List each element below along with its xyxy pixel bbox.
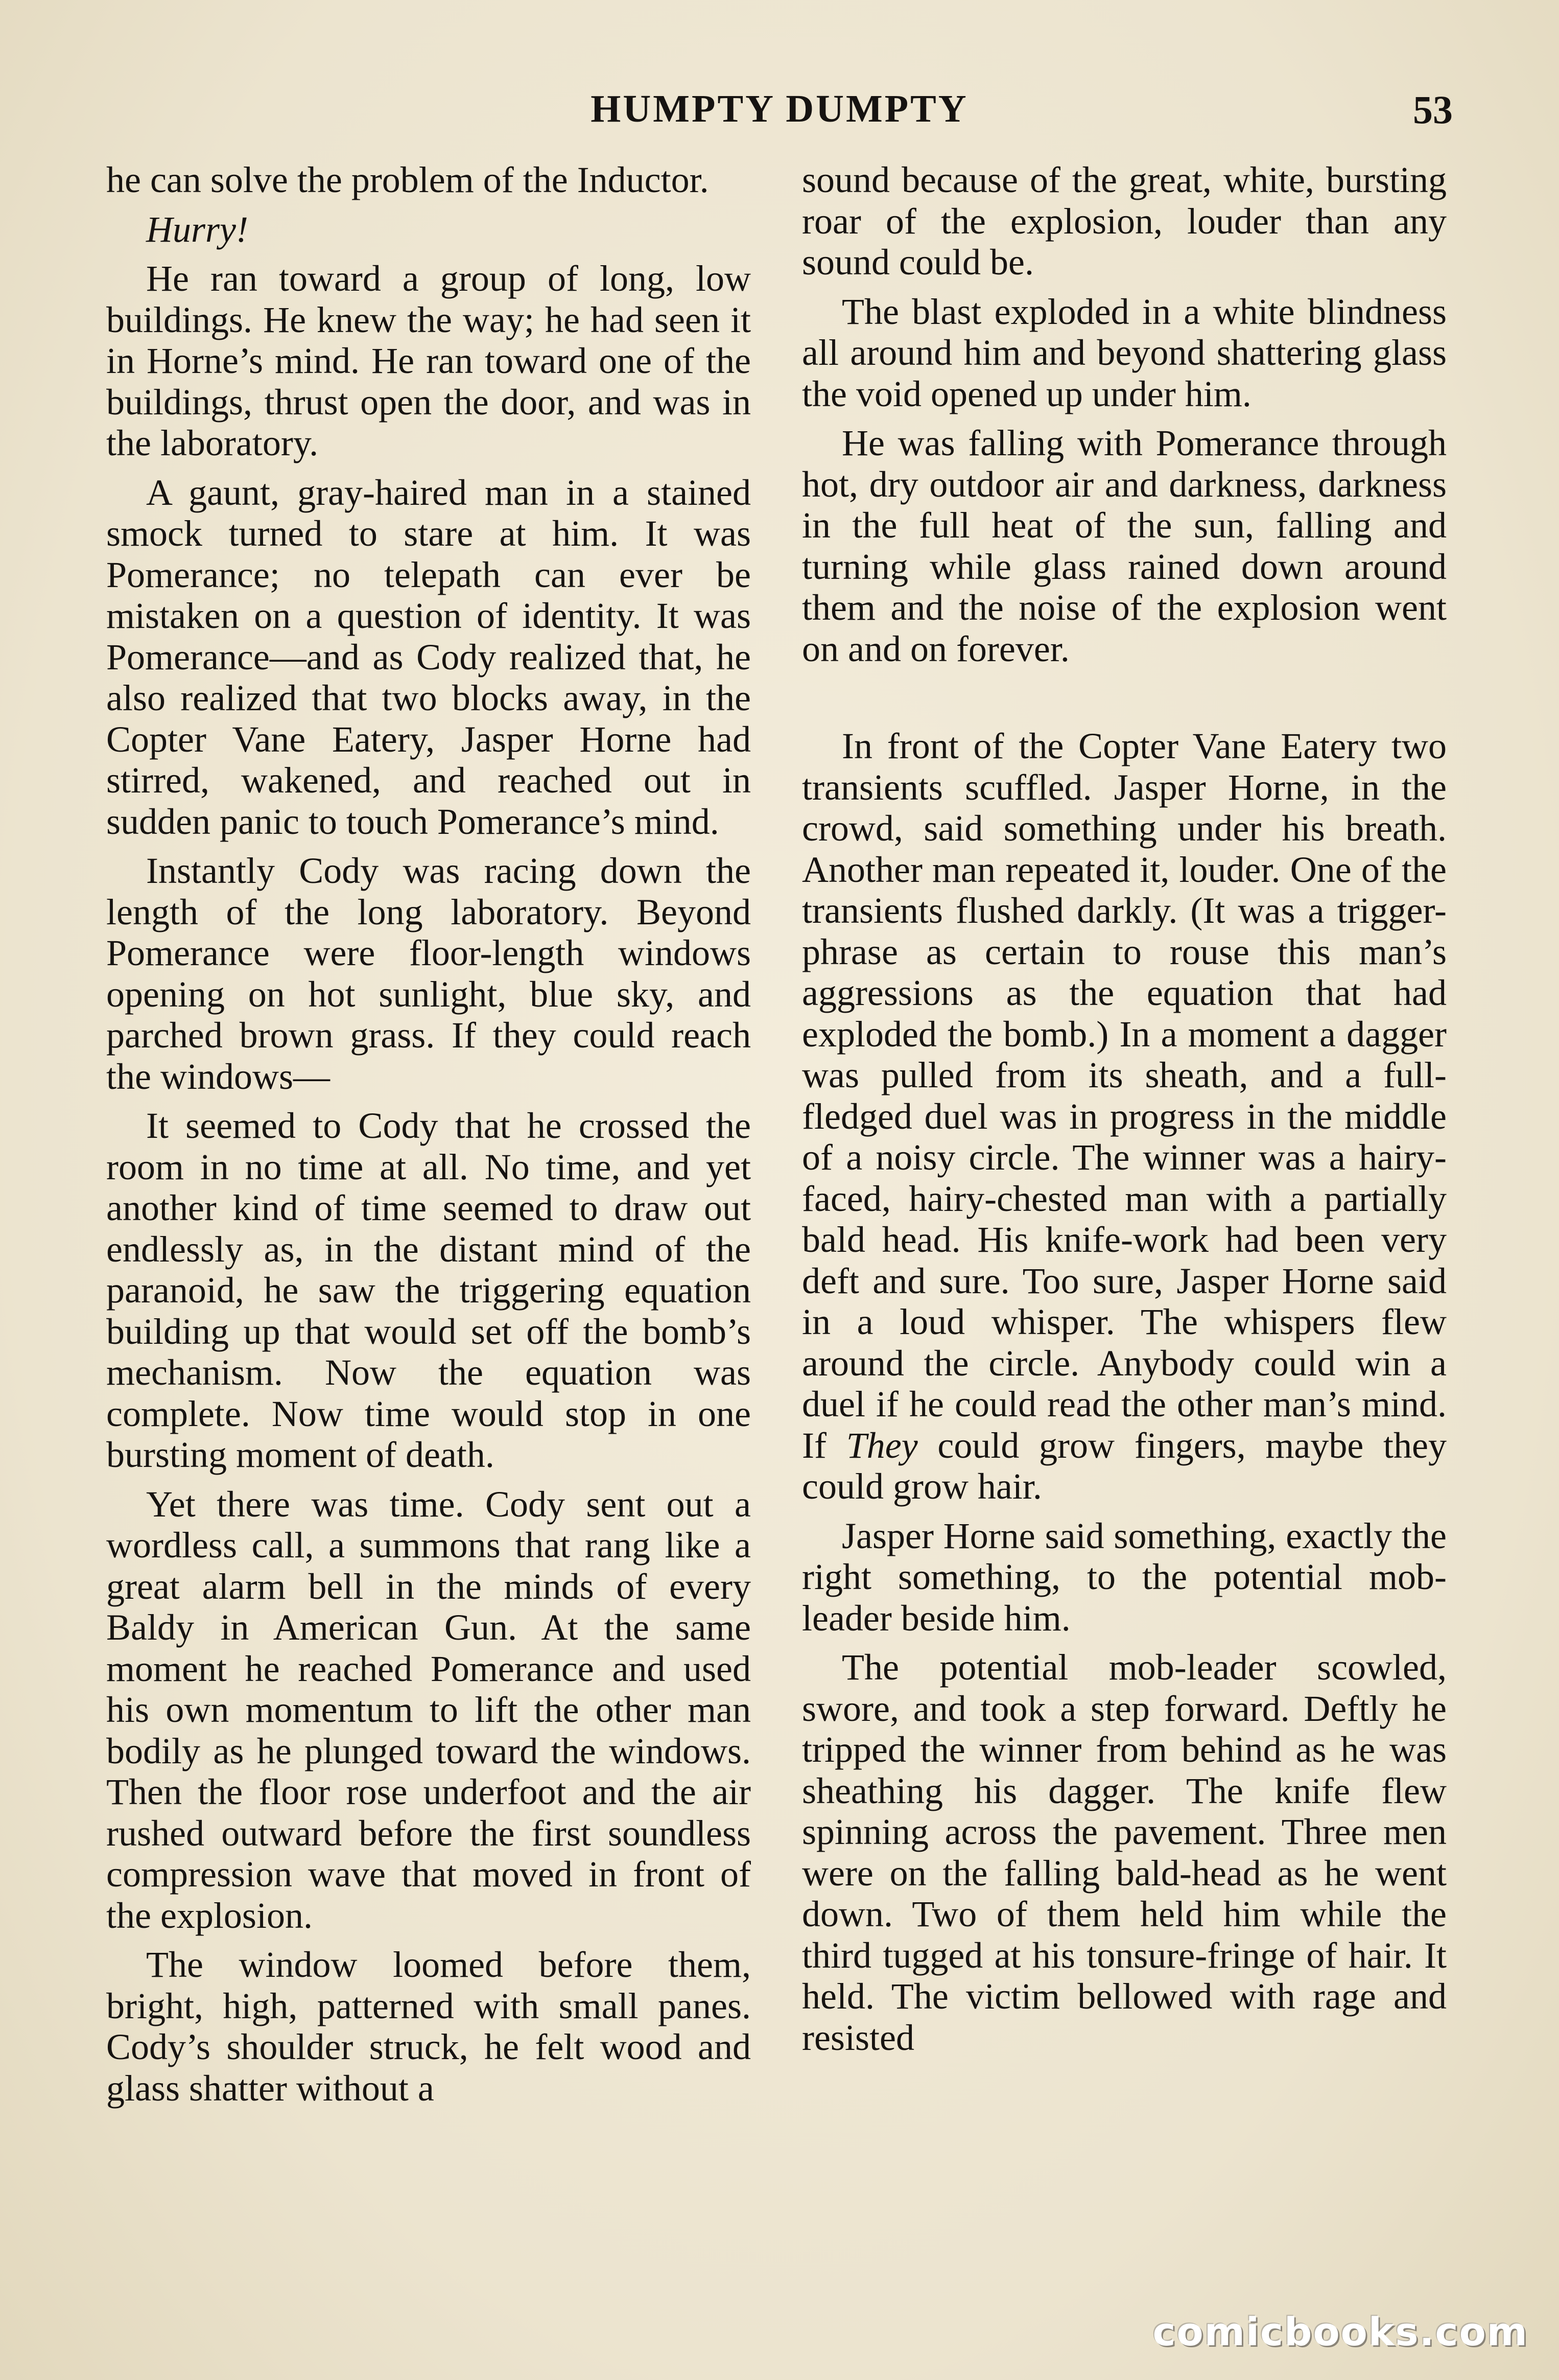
paragraph — [802, 159, 1447, 283]
paragraph — [802, 1515, 1447, 1639]
paragraph-text: sound because of the great, white, bursting roar of the explosion, louder than any sound could be. — [802, 159, 1447, 283]
paragraph-text: Jasper Horne said something, exactly the right something, to the potential mob-leader beside him. — [802, 1515, 1447, 1639]
running-title: HUMPTY DUMPTY — [590, 87, 969, 130]
paragraph — [106, 1105, 751, 1476]
paragraph — [106, 1484, 751, 1936]
paragraph — [802, 291, 1447, 415]
paragraph-text: It seemed to Cody that he crossed the room in no time at all. No time, and yet another kind of time seemed to draw out endlessly as, in the distant mind of the paranoid, he saw the triggering equation building up that would set off the bomb’s mechanism. Now the equation was complete. Now time would stop in one bursting moment of death. — [106, 1105, 751, 1475]
paragraph — [802, 423, 1447, 669]
paragraph-text: The potential mob-leader scowled, swore, and took a step forward. Deftly he tripped the winner from behind as he was sheathing his dagger. The knife flew spinning across the pavement. Three men were on the falling bald-head as he went down. Two of them held him while the third tugged at his tonsure-fringe of hair. It held. The victim bellowed with rage and resisted — [802, 1647, 1447, 2058]
page-header — [106, 87, 1453, 143]
paragraph-emphasis: They — [846, 1425, 918, 1466]
paragraph-text: He ran toward a group of long, low buildings. He knew the way; he had seen it in Horne’s mind. He ran toward one of the buildings, thrust open the door, and was in the laboratory. — [106, 258, 751, 463]
right-column — [802, 159, 1447, 2066]
paragraph-text: In front of the Copter Vane Eatery two transients scuffled. Jasper Horne, in the crowd, said something under his breath. Another man repeated it, louder. One of the transients flushed darkly. (It was a trigger-phrase as certain to rouse this man’s aggressions as the equation that had exploded the bomb.) In a moment a dagger was pulled from its sheath, and a full-fledged duel was in progress in the middle of a noisy circle. The winner was a hairy-faced, hairy-chested man with a partially bald head. His knife-work had been very deft and sure. Too sure, Jasper Horne said in a loud whisper. The whispers flew around the circle. Anybody could win a duel if he could read the other man’s mind. If — [802, 726, 1447, 1466]
paragraph-text: Instantly Cody was racing down the length of the long laboratory. Beyond Pomerance were floor-length windows opening on hot sunlight, blue sky, and parched brown grass. If they could reach the windows— — [106, 850, 751, 1097]
paragraph — [106, 850, 751, 1097]
paragraph — [106, 159, 751, 201]
watermark-logo: comicbooks.com — [1152, 2309, 1528, 2354]
paragraph — [802, 726, 1447, 1507]
paragraph-text: A gaunt, gray-haired man in a stained smock turned to stare at him. It was Pomerance; no telepath can ever be mistaken on a question of identity. It was Pomerance—and as Cody realized that, he also realized that two blocks away, in the Copter Vane Eatery, Jasper Horne had stirred, wakened, and reached out in sudden panic to touch Pomerance’s mind. — [106, 472, 751, 842]
paragraph-tail: could grow fingers, maybe they could grow hair. — [802, 1425, 1447, 1507]
left-column — [106, 159, 751, 2117]
paragraph — [106, 258, 751, 464]
paragraph — [106, 472, 751, 843]
paragraph-text: The window loomed before them, bright, high, patterned with small panes. Cody’s shoulder struck, he felt wood and glass shatter without a — [106, 1944, 751, 2109]
page-number: 53 — [1413, 87, 1453, 132]
paragraph-text: The blast exploded in a white blindness all around him and beyond shattering glass the void opened up under him. — [802, 291, 1447, 414]
paragraph — [106, 209, 751, 250]
paragraph-text: he can solve the problem of the Inductor. — [106, 159, 709, 200]
paragraph — [802, 1647, 1447, 2058]
paragraph-text: Yet there was time. Cody sent out a wordless call, a summons that rang like a great alarm bell in the minds of every Baldy in American Gun. At the same moment he reached Pomerance and used his own momentum to lift the other man bodily as he plunged toward the windows. Then the floor rose underfoot and the air rushed outward before the first soundless compression wave that moved in front of the explosion. — [106, 1483, 751, 1936]
paragraph-text: Hurry! — [146, 208, 248, 250]
paragraph — [106, 1944, 751, 2109]
paragraph-text: He was falling with Pomerance through hot, dry outdoor air and darkness, darkness in the full heat of the sun, falling and turning while glass rained down around them and the noise of the explosion went on and on forever. — [802, 423, 1447, 669]
